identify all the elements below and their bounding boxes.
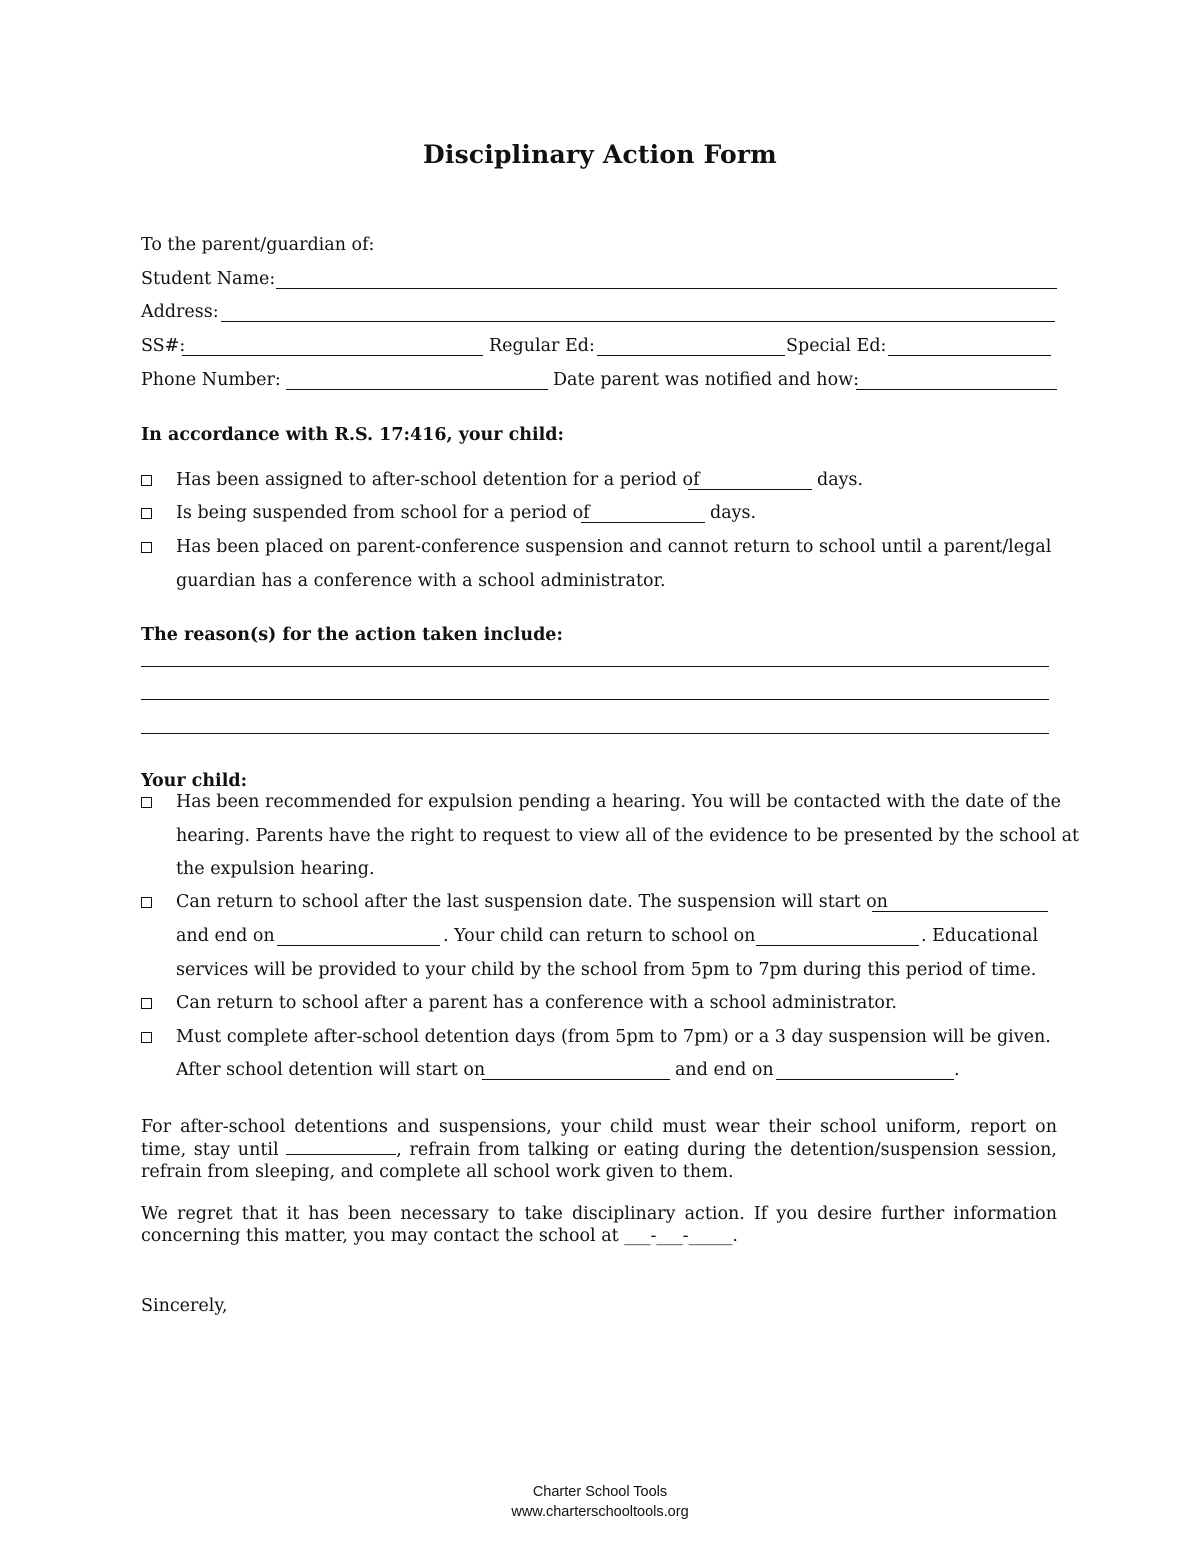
return-date-field[interactable] bbox=[756, 945, 919, 946]
page-title: Disciplinary Action Form bbox=[423, 140, 777, 169]
ss-label: SS#: bbox=[141, 336, 186, 356]
address-label: Address: bbox=[141, 302, 219, 322]
regret-paragraph bbox=[141, 1203, 1057, 1247]
phone-field[interactable] bbox=[286, 389, 548, 390]
special-ed-label: Special Ed: bbox=[786, 336, 887, 356]
student-name-label: Student Name: bbox=[141, 269, 276, 289]
detention-end-label: and end on bbox=[675, 1060, 774, 1080]
student-name-field[interactable] bbox=[276, 288, 1057, 289]
address-field[interactable] bbox=[221, 321, 1055, 322]
detention-text-b: days. bbox=[817, 470, 864, 490]
footer-org: Charter School Tools bbox=[532, 1484, 668, 1500]
checkbox-return-after-suspension[interactable] bbox=[141, 897, 152, 908]
return-suspension-line3: services will be provided to your child by the school from 5pm to 7pm during this period of time. bbox=[176, 960, 1037, 980]
footer-url[interactable]: www.charterschooltools.org bbox=[511, 1504, 689, 1520]
checkbox-detention[interactable] bbox=[141, 475, 152, 486]
regret-paragraph-end: . bbox=[732, 1226, 738, 1246]
uniform-paragraph bbox=[141, 1116, 1057, 1183]
reason-line-1[interactable] bbox=[141, 666, 1049, 667]
detention-end-field[interactable] bbox=[776, 1079, 954, 1080]
reason-line-3[interactable] bbox=[141, 733, 1049, 734]
detention-text-a: Has been assigned to after-school detention for a period of bbox=[176, 470, 700, 490]
parent-conference-line2: guardian has a conference with a school administrator. bbox=[176, 571, 666, 591]
checkbox-expulsion[interactable] bbox=[141, 797, 152, 808]
ss-field[interactable] bbox=[182, 355, 483, 356]
suspension-end-field[interactable] bbox=[277, 945, 440, 946]
uniform-paragraph-b: , refrain from talking or eating during the detention/suspension session, refrain from sleeping, and complete all school work given to them. bbox=[141, 1140, 1057, 1182]
suspension-start-field[interactable] bbox=[872, 911, 1048, 912]
return-conference-text: Can return to school after a parent has a conference with a school administrator. bbox=[176, 993, 897, 1013]
expulsion-line2: hearing. Parents have the right to request to view all of the evidence to be presented by the school at bbox=[176, 826, 1080, 846]
detention-start-label: After school detention will start on bbox=[176, 1060, 486, 1080]
phone-label: Phone Number: bbox=[141, 370, 281, 390]
checkbox-parent-conference[interactable] bbox=[141, 542, 152, 553]
detention-days-line1: Must complete after-school detention days (from 5pm to 7pm) or a 3 day suspension will be given. bbox=[176, 1027, 1051, 1047]
expulsion-line3: the expulsion hearing. bbox=[176, 859, 375, 879]
date-notified-label: Date parent was notified and how: bbox=[553, 370, 859, 390]
school-phone-blank: ___-___-_____ bbox=[624, 1226, 733, 1246]
checkbox-detention-days[interactable] bbox=[141, 1032, 152, 1043]
special-ed-field[interactable] bbox=[888, 355, 1051, 356]
checkbox-return-after-conference[interactable] bbox=[141, 998, 152, 1009]
return-date-label: . Your child can return to school on bbox=[443, 926, 756, 946]
return-suspension-line1: Can return to school after the last suspension date. The suspension will start on bbox=[176, 892, 888, 912]
expulsion-line1: Has been recommended for expulsion pending a hearing. You will be contacted with the date of the bbox=[176, 792, 1062, 812]
stay-until-field[interactable] bbox=[286, 1138, 396, 1155]
educational-label: . Educational bbox=[921, 926, 1039, 946]
reason-line-2[interactable] bbox=[141, 699, 1049, 700]
to-parent-label: To the parent/guardian of: bbox=[141, 235, 375, 255]
parent-conference-line1: Has been placed on parent-conference suspension and cannot return to school until a parent/legal bbox=[176, 537, 1052, 557]
accordance-heading: In accordance with R.S. 17:416, your child: bbox=[141, 425, 564, 445]
reasons-heading: The reason(s) for the action taken include: bbox=[141, 625, 563, 645]
suspended-text-b: days. bbox=[710, 503, 757, 523]
regular-ed-field[interactable] bbox=[597, 355, 785, 356]
closing: Sincerely, bbox=[141, 1296, 228, 1316]
your-child-heading: Your child: bbox=[141, 771, 248, 791]
uniform-paragraph-a: For after-school detentions and suspensions, your child must wear their school uniform, report on time, stay until bbox=[141, 1117, 1057, 1160]
date-notified-field[interactable] bbox=[856, 389, 1057, 390]
detention-start-field[interactable] bbox=[482, 1079, 670, 1080]
regret-paragraph-a: We regret that it has been necessary to take disciplinary action. If you desire further information concerning this matter, you may contact the school at bbox=[141, 1204, 1057, 1246]
detention-days-field[interactable] bbox=[688, 489, 812, 490]
return-suspension-end-label: and end on bbox=[176, 926, 275, 946]
regular-ed-label: Regular Ed: bbox=[489, 336, 595, 356]
suspended-text-a: Is being suspended from school for a period of bbox=[176, 503, 590, 523]
suspended-days-field[interactable] bbox=[581, 522, 705, 523]
detention-end-period: . bbox=[954, 1060, 960, 1080]
checkbox-suspended[interactable] bbox=[141, 508, 152, 519]
